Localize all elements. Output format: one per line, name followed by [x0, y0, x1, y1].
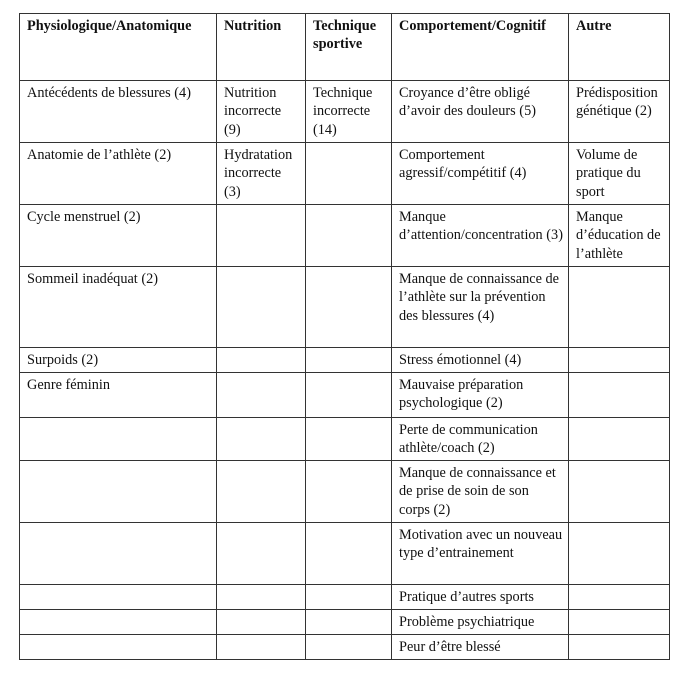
- cell-autre: Prédisposition génétique (2): [569, 81, 670, 143]
- cell-physio: Sommeil inadéquat (2): [20, 267, 217, 348]
- cell-technique: [306, 635, 392, 660]
- cell-nutrition: [217, 267, 306, 348]
- cell-autre: [569, 635, 670, 660]
- cell-comportement: Pratique d’autres sports: [392, 585, 569, 610]
- table-row: [20, 373, 670, 418]
- cell-autre: [569, 267, 670, 348]
- cell-physio: [20, 523, 217, 585]
- cell-comportement: Problème psychiatrique: [392, 610, 569, 635]
- cell-comportement: Motivation avec un nouveau type d’entrainement: [392, 523, 569, 585]
- table-row: [20, 461, 670, 523]
- table-header-row: [20, 14, 670, 81]
- header-nutrition: Nutrition: [217, 14, 306, 81]
- cell-technique: [306, 348, 392, 373]
- cell-autre: [569, 585, 670, 610]
- cell-physio: [20, 418, 217, 461]
- cell-nutrition: [217, 635, 306, 660]
- table-row: [20, 81, 670, 143]
- cell-technique: [306, 461, 392, 523]
- cell-nutrition: [217, 418, 306, 461]
- cell-physio: Antécédents de blessures (4): [20, 81, 217, 143]
- header-autre: Autre: [569, 14, 670, 81]
- cell-physio: [20, 635, 217, 660]
- table-row: [20, 585, 670, 610]
- table-row: [20, 205, 670, 267]
- cell-nutrition: [217, 373, 306, 418]
- cell-comportement: Perte de communication athlète/coach (2): [392, 418, 569, 461]
- cell-autre: [569, 610, 670, 635]
- cell-technique: [306, 267, 392, 348]
- cell-physio: [20, 461, 217, 523]
- cell-comportement: Manque de connaissance et de prise de soin de son corps (2): [392, 461, 569, 523]
- cell-technique: [306, 205, 392, 267]
- cell-physio: [20, 585, 217, 610]
- cell-physio: Genre féminin: [20, 373, 217, 418]
- cell-autre: [569, 348, 670, 373]
- cell-nutrition: Nutrition incorrecte (9): [217, 81, 306, 143]
- cell-technique: Technique incorrecte (14): [306, 81, 392, 143]
- cell-physio: Anatomie de l’athlète (2): [20, 143, 217, 205]
- cell-physio: [20, 610, 217, 635]
- cell-nutrition: [217, 585, 306, 610]
- cell-technique: [306, 610, 392, 635]
- cell-physio: Surpoids (2): [20, 348, 217, 373]
- table-row: [20, 418, 670, 461]
- cell-comportement: Manque de connaissance de l’athlète sur la prévention des blessures (4): [392, 267, 569, 348]
- cell-nutrition: [217, 610, 306, 635]
- cell-autre: [569, 373, 670, 418]
- header-physiologique: Physiologique/Anatomique: [20, 14, 217, 81]
- cell-autre: [569, 461, 670, 523]
- cell-nutrition: [217, 523, 306, 585]
- cell-technique: [306, 585, 392, 610]
- cell-technique: [306, 143, 392, 205]
- table-row: [20, 348, 670, 373]
- cell-autre: [569, 418, 670, 461]
- cell-comportement: Comportement agressif/compétitif (4): [392, 143, 569, 205]
- cell-comportement: Mauvaise préparation psychologique (2): [392, 373, 569, 418]
- cell-autre: Manque d’éducation de l’athlète: [569, 205, 670, 267]
- table-row: [20, 635, 670, 660]
- cell-comportement: Stress émotionnel (4): [392, 348, 569, 373]
- cell-nutrition: [217, 348, 306, 373]
- table-row: [20, 143, 670, 205]
- header-technique: Technique sportive: [306, 14, 392, 81]
- cell-technique: [306, 373, 392, 418]
- cell-nutrition: [217, 205, 306, 267]
- cell-autre: [569, 523, 670, 585]
- cell-technique: [306, 418, 392, 461]
- header-comportement: Comportement/Cognitif: [392, 14, 569, 81]
- table-row: [20, 267, 670, 348]
- cell-comportement: Croyance d’être obligé d’avoir des douleurs (5): [392, 81, 569, 143]
- cell-nutrition: Hydratation incorrecte (3): [217, 143, 306, 205]
- cell-comportement: Manque d’attention/concentration (3): [392, 205, 569, 267]
- cell-nutrition: [217, 461, 306, 523]
- table-row: [20, 610, 670, 635]
- risk-factors-table: [19, 13, 670, 660]
- cell-comportement: Peur d’être blessé: [392, 635, 569, 660]
- cell-physio: Cycle menstruel (2): [20, 205, 217, 267]
- cell-autre: Volume de pratique du sport: [569, 143, 670, 205]
- cell-technique: [306, 523, 392, 585]
- table-row: [20, 523, 670, 585]
